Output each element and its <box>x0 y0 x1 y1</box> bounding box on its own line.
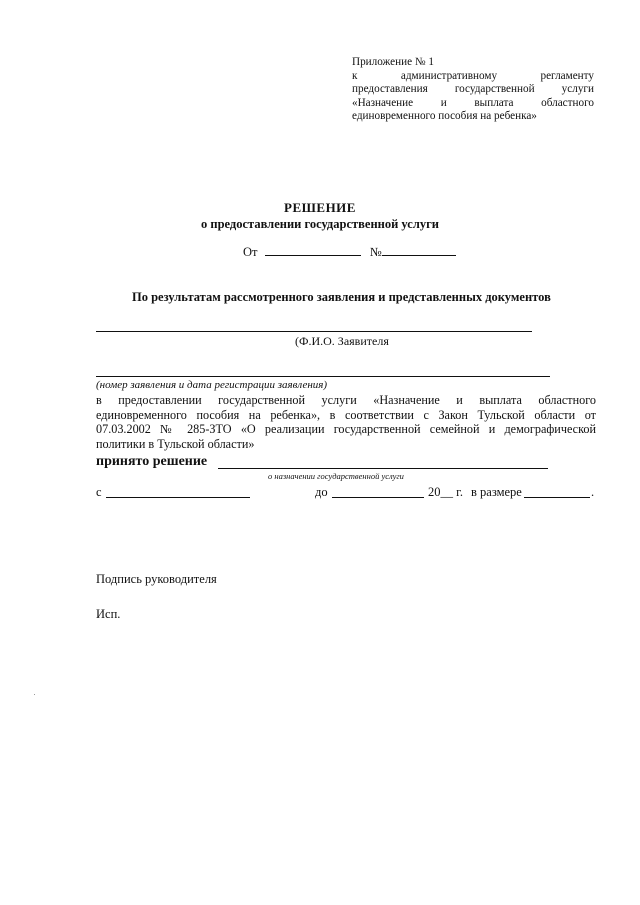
decision-label: принято решение <box>96 454 208 469</box>
annex-header <box>352 56 594 124</box>
decision-caption: о назначении государственной услуги <box>268 471 404 481</box>
body-line: политики в Тульской области» <box>96 436 255 451</box>
period-to-field[interactable] <box>332 497 424 498</box>
annex-line: к административному регламенту <box>352 69 594 82</box>
period-to-label: до <box>315 485 328 499</box>
date-field[interactable] <box>265 244 361 256</box>
annex-line: «Назначение и выплата областного <box>352 96 594 109</box>
number-field[interactable] <box>382 244 456 256</box>
applicant-name-field[interactable] <box>96 331 532 332</box>
executor-label: Исп. <box>96 607 121 621</box>
period-from-label: с <box>96 485 102 499</box>
from-label: От <box>243 245 258 259</box>
date-number-row <box>243 244 456 260</box>
applicant-caption: (Ф.И.О. Заявителя <box>295 334 389 348</box>
year-label: 20__ г. <box>428 485 463 499</box>
number-label: № <box>369 245 382 259</box>
body-paragraph <box>96 393 596 451</box>
amount-label: в размере <box>471 485 522 499</box>
period-from-field[interactable] <box>106 497 250 498</box>
application-number-field[interactable] <box>96 376 550 377</box>
application-caption: (номер заявления и дата регистрации заявления) <box>96 379 328 391</box>
scan-speck <box>34 694 35 695</box>
result-heading: По результатам рассмотренного заявления и представленных документов <box>132 290 551 304</box>
annex-title: Приложение № 1 <box>352 56 434 68</box>
annex-line: предоставления государственной услуги <box>352 83 594 96</box>
amount-field[interactable] <box>524 497 590 498</box>
period-end: . <box>591 485 595 499</box>
decision-field[interactable] <box>218 468 548 469</box>
body-line: в предоставлении государственной услуги «Назначение и выплата областного <box>96 393 596 407</box>
body-line: единовременного пособия на ребенка», в соответствии с Закон Тульской области от <box>96 407 596 422</box>
document-subtitle: о предоставлении государственной услуги <box>201 217 439 231</box>
body-line: 07.03.2002 № 285-ЗТО «О реализации государственной семейной и демографической <box>96 422 596 437</box>
annex-line: единовременного пособия на ребенка» <box>352 110 537 123</box>
document-title: РЕШЕНИЕ <box>284 200 356 215</box>
signature-label: Подпись руководителя <box>96 572 217 586</box>
